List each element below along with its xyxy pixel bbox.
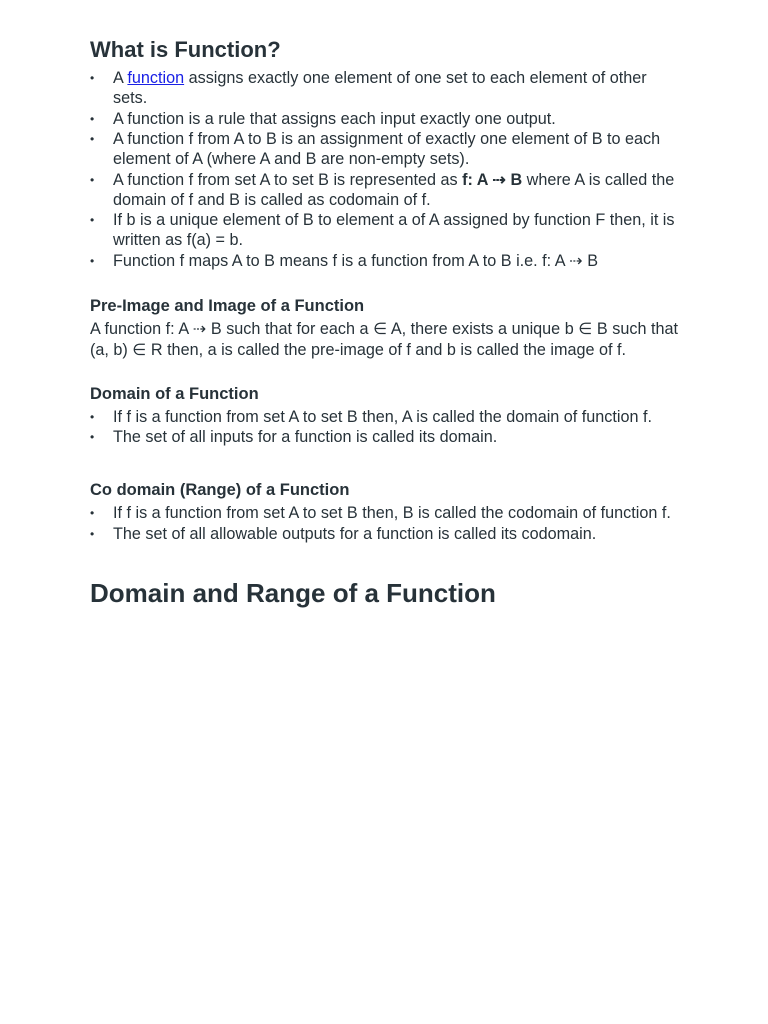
list-item-text: assigns exactly one element of one set to each element of other sets. xyxy=(113,69,647,107)
list-item-text: where A is called the domain of f and B is called as codomain of f. xyxy=(113,170,675,209)
list-item xyxy=(90,109,678,129)
heading-domain-and-range: Domain and Range of a Function xyxy=(90,577,496,608)
heading-what-is-function: What is Function? xyxy=(90,37,281,62)
list-item-text: If b is a unique element of B to element a of A assigned by function F then, it is written as f(a) = b. xyxy=(113,211,675,249)
function-notation: f: A ⇢ B xyxy=(462,170,523,189)
list-item xyxy=(90,210,678,250)
codomain-list xyxy=(90,503,678,544)
bullet-icon: • xyxy=(90,132,95,146)
list-item xyxy=(90,524,678,544)
bullet-icon: • xyxy=(90,409,95,424)
heading-domain: Domain of a Function xyxy=(90,384,259,403)
bullet-icon: • xyxy=(90,71,95,85)
pre-image-paragraph: A function f: A ⇢ B such that for each a ∈ A, there exists a unique b ∈ B such that (a, b) ∈ R then, a is called the pre-image of f and b is called the image of f. xyxy=(90,319,678,359)
list-item xyxy=(90,427,678,447)
list-item xyxy=(90,503,678,523)
article-content xyxy=(90,36,678,610)
heading-codomain: Co domain (Range) of a Function xyxy=(90,481,350,499)
bullet-icon: • xyxy=(90,506,95,520)
bullet-icon: • xyxy=(90,213,95,227)
list-item-text: The set of all allowable outputs for a function is called its codomain. xyxy=(113,524,597,543)
bullet-icon: • xyxy=(90,430,95,444)
heading-pre-image: Pre-Image and Image of a Function xyxy=(90,296,365,315)
list-item xyxy=(90,170,678,210)
bullet-icon: • xyxy=(90,172,95,187)
list-item xyxy=(90,407,678,427)
list-item-text: Function f maps A to B means f is a function from A to B i.e. f: A ⇢ B xyxy=(113,251,599,270)
list-item xyxy=(90,251,678,271)
function-link[interactable]: function xyxy=(127,69,185,87)
list-item-text: A xyxy=(113,69,128,87)
list-item-text: A function is a rule that assigns each input exactly one output. xyxy=(113,109,556,128)
list-item-text: If f is a function from set A to set B then, B is called the codomain of function f. xyxy=(113,504,671,522)
list-item-text: The set of all inputs for a function is called its domain. xyxy=(113,428,498,446)
list-item-text: A function f from set A to set B is represented as xyxy=(113,170,463,189)
function-definition-list xyxy=(90,68,678,271)
list-item-text: A function f from A to B is an assignment of exactly one element of B to each element of A (where A and B are non-empty sets). xyxy=(113,130,661,168)
list-item-text: If f is a function from set A to set B then, A is called the domain of function f. xyxy=(113,407,652,426)
bullet-icon: • xyxy=(90,111,95,126)
bullet-icon: • xyxy=(90,526,95,541)
list-item xyxy=(90,129,678,169)
bullet-icon: • xyxy=(90,253,95,268)
domain-list xyxy=(90,407,678,448)
list-item xyxy=(90,68,678,108)
